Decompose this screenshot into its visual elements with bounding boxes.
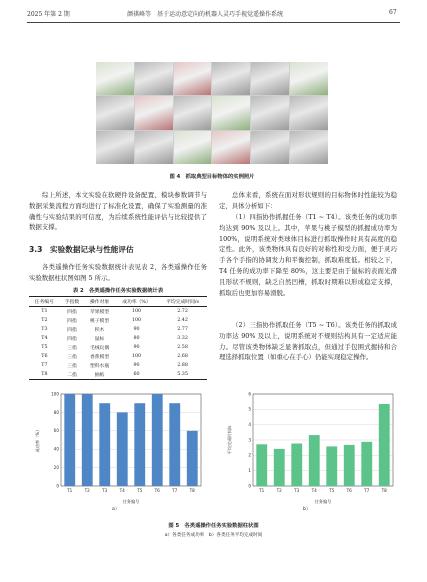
table-cell: 2.77 — [177, 327, 188, 332]
table-cell: 2.58 — [177, 345, 188, 350]
table-cell: T8 — [29, 370, 60, 380]
table-row — [29, 361, 207, 370]
grasp-photo — [96, 96, 134, 129]
grasp-photo — [251, 96, 289, 129]
grasp-photo — [174, 96, 212, 129]
table-row — [29, 334, 207, 343]
bar-t1 — [256, 444, 267, 486]
subfigure-a-label: a） — [112, 507, 120, 512]
y-tick-label: 5 — [248, 406, 251, 412]
table2-caption: 表 2 各类遥操作任务实验数据统计表 — [72, 288, 164, 294]
paragraph-summary: 综上所述，本文实验在软硬件设备配置、模块参数调节与数据采集流程方面均进行了标准化设置，确保了实验测量的准确性与实验结果的可信度，为后续系统性能评估与比较提供了数据支撑。 — [29, 191, 207, 232]
bar-t5 — [326, 446, 337, 486]
grasp-photo — [251, 62, 289, 95]
paragraph-overview: 总体来看，系统在面对形状规则的目标物体时性能较为稳定，具体分析如下： — [219, 191, 397, 210]
figure5-caption: 图 5 各类遥操作任务实验数据柱状图 — [168, 523, 259, 529]
section-heading-3-3: 3.3 实验数据记录与性能评估 — [29, 245, 134, 254]
x-tick-label: T5 — [137, 488, 143, 493]
running-title: 颜祺峰等 基于运动意定向的机器人灵巧手视觉遥操作系统 — [127, 11, 284, 18]
subfigure-b-label: b） — [303, 507, 311, 512]
grasp-photo — [251, 131, 289, 164]
bar-t6 — [152, 394, 163, 486]
x-tick-label: T8 — [189, 488, 195, 493]
table-row — [29, 343, 207, 352]
bar-t2 — [82, 394, 93, 486]
bar-t2 — [274, 449, 285, 486]
bar-t5 — [134, 403, 145, 486]
grasp-photo — [135, 62, 173, 95]
table-row — [29, 325, 207, 334]
table-header-cell: 成功率（%） — [115, 297, 158, 307]
x-tick-label: T3 — [294, 488, 300, 493]
figure4-caption: 图 4 抓取典型目标物体的实例照片 — [169, 174, 255, 180]
y-tick-label: 80 — [53, 409, 59, 415]
bar-t8 — [187, 431, 198, 486]
table-cell: 苹果模型 — [89, 310, 110, 315]
table-cell: 3.32 — [177, 336, 188, 341]
bar-t8 — [379, 404, 390, 486]
y-tick-label: 40 — [53, 446, 59, 452]
table-cell: 塑料水瓶 — [89, 364, 110, 369]
grasp-photo — [96, 131, 134, 164]
table-header-cell: 平均完成时间/s — [158, 297, 207, 307]
x-axis-label: 任务编号 — [122, 499, 140, 504]
y-tick-label: 6 — [248, 391, 251, 397]
table-row — [29, 370, 207, 380]
table-cell: 积木 — [94, 328, 105, 333]
x-axis-label: 任务编号 — [314, 499, 332, 504]
bar-t3 — [291, 444, 302, 486]
x-tick-label: T1 — [67, 488, 73, 493]
y-axis-label: 平均完成时间/s — [227, 425, 232, 455]
x-tick-label: T2 — [84, 488, 90, 493]
bar-t4 — [117, 412, 128, 486]
table-cell: T2 — [41, 318, 48, 323]
grasp-photo — [290, 96, 328, 129]
paragraph-four-finger: （1）四指协作抓握任务（T1 ~ T4）。该类任务的成功率均达到 90% 及以上。其中，苹果与桃子模型的抓握成功率为 100%，说明系统对类球体目标进行抓取操作时具有高度的稳定性。此外，该类物体具有良好的对称性和受力面，便于灵巧手各个手指的协调发力和平衡控制，抓取难度低。相较之下，T4 任务的成功率下降至 80%，这主要是由于鼠标的表面光滑且形状不规则，缺乏自然凹槽，抓取时期难以形成稳定支撑，抓取后也更加容易滑脱。 — [219, 213, 397, 297]
table-row — [29, 316, 207, 325]
x-tick-label: T7 — [364, 488, 370, 493]
table-cell: 2.68 — [177, 354, 188, 359]
bar-t4 — [309, 435, 320, 486]
header-rule — [27, 22, 400, 23]
bar-t7 — [361, 442, 372, 486]
table-cell: 四指 — [67, 319, 77, 324]
bar-t3 — [99, 403, 110, 486]
table-cell: 毛绒玩偶 — [89, 346, 110, 351]
table-cell: 2.72 — [177, 309, 188, 314]
x-tick-label: T1 — [259, 488, 265, 493]
x-tick-label: T8 — [381, 488, 387, 493]
grasp-photo — [212, 131, 250, 164]
table-cell: T4 — [41, 336, 48, 341]
y-tick-label: 3 — [248, 437, 251, 443]
x-tick-label: T6 — [154, 488, 160, 493]
table-cell: 80 — [133, 336, 140, 341]
table-cell: 三指 — [67, 346, 77, 351]
table-cell: T3 — [41, 327, 48, 332]
grasp-photo — [212, 96, 250, 129]
table-cell: 三指 — [67, 355, 77, 360]
table-cell: T6 — [41, 354, 48, 359]
figure5-subcaption: a）各类任务成功率 b）各类任务平均完成时间 — [164, 533, 263, 538]
success-rate-bar-chart — [27, 388, 207, 506]
table-cell: 三指 — [67, 364, 77, 369]
grasp-photo — [174, 62, 212, 95]
table-cell: 四指 — [67, 328, 77, 333]
table-cell: T5 — [41, 345, 48, 350]
table-cell: 二指 — [60, 370, 84, 380]
bar-t1 — [64, 394, 75, 486]
table-cell: 鼠标 — [94, 337, 105, 342]
y-axis-label: 成功率（%） — [35, 427, 40, 453]
table-cell: 2.42 — [177, 318, 188, 323]
table-cell: 90 — [133, 327, 140, 332]
table-cell: 90 — [133, 363, 140, 368]
table-cell: 100 — [131, 309, 142, 314]
grasp-photo — [290, 62, 328, 95]
table-cell: 90 — [133, 345, 140, 350]
table-cell: 桃子模型 — [89, 319, 110, 324]
journal-issue: 2025 年第 2 期 — [27, 11, 70, 18]
paragraph-three-finger: （2）三指协作抓取任务（T5 ~ T6）。该类任务的抓取成功率达 90% 及以上，说明系统对不规则结构具有一定适应能力。尽管该类物体缺乏显著抓取点，但通过手包围式握持和合理选择抓取位置（如重心在手心）仍能实现稳定操作。 — [219, 321, 397, 362]
table-cell: 100 — [131, 318, 142, 323]
x-tick-label: T3 — [102, 488, 108, 493]
bar-t7 — [169, 403, 180, 486]
table-row — [29, 352, 207, 361]
y-tick-label: 20 — [53, 465, 59, 470]
x-tick-label: T4 — [119, 488, 125, 493]
page-number: 67 — [389, 9, 397, 16]
grasp-photo — [135, 96, 173, 129]
grasp-photo — [96, 62, 134, 95]
y-tick-label: 4 — [248, 422, 251, 428]
table-cell: 四指 — [67, 337, 77, 342]
y-tick-label: 60 — [53, 428, 59, 434]
table2 — [29, 296, 207, 380]
table-cell: 2.88 — [177, 363, 188, 368]
table-cell: 香蕉模型 — [89, 355, 110, 360]
grasp-photo — [212, 62, 250, 95]
y-tick-label: 0 — [56, 483, 59, 489]
table-cell: 100 — [131, 354, 142, 359]
x-tick-label: T4 — [311, 488, 317, 493]
grasp-photo — [174, 131, 212, 164]
table-cell: T1 — [41, 309, 48, 314]
table-cell: T7 — [41, 363, 48, 368]
x-tick-label: T7 — [172, 488, 178, 493]
figure4-photo-grid — [96, 62, 328, 164]
table-cell: 抽纸 — [84, 370, 115, 380]
table-cell: 5.35 — [158, 370, 207, 380]
grasp-photo — [135, 131, 173, 164]
bar-t6 — [344, 445, 355, 486]
paragraph-intro-table: 各类遥操作任务实验数据统计表见表 2，各类遥操作任务实验数据柱状图如图 5 所示。 — [29, 263, 207, 282]
table-row — [29, 307, 207, 317]
completion-time-bar-chart — [219, 388, 399, 506]
y-tick-label: 0 — [248, 483, 251, 489]
y-tick-label: 100 — [51, 391, 59, 397]
x-tick-label: T2 — [276, 488, 282, 493]
table-cell: 四指 — [67, 310, 77, 315]
x-tick-label: T6 — [346, 488, 352, 493]
grasp-photo — [290, 131, 328, 164]
y-tick-label: 1 — [248, 468, 251, 474]
table-header-cell: 操作对象 — [84, 297, 115, 307]
table-cell: 60 — [115, 370, 158, 380]
y-tick-label: 2 — [248, 452, 251, 458]
table-header-cell: 任务编号 — [29, 297, 60, 307]
table-header-cell: 手指数 — [60, 297, 84, 307]
x-tick-label: T5 — [329, 488, 335, 493]
